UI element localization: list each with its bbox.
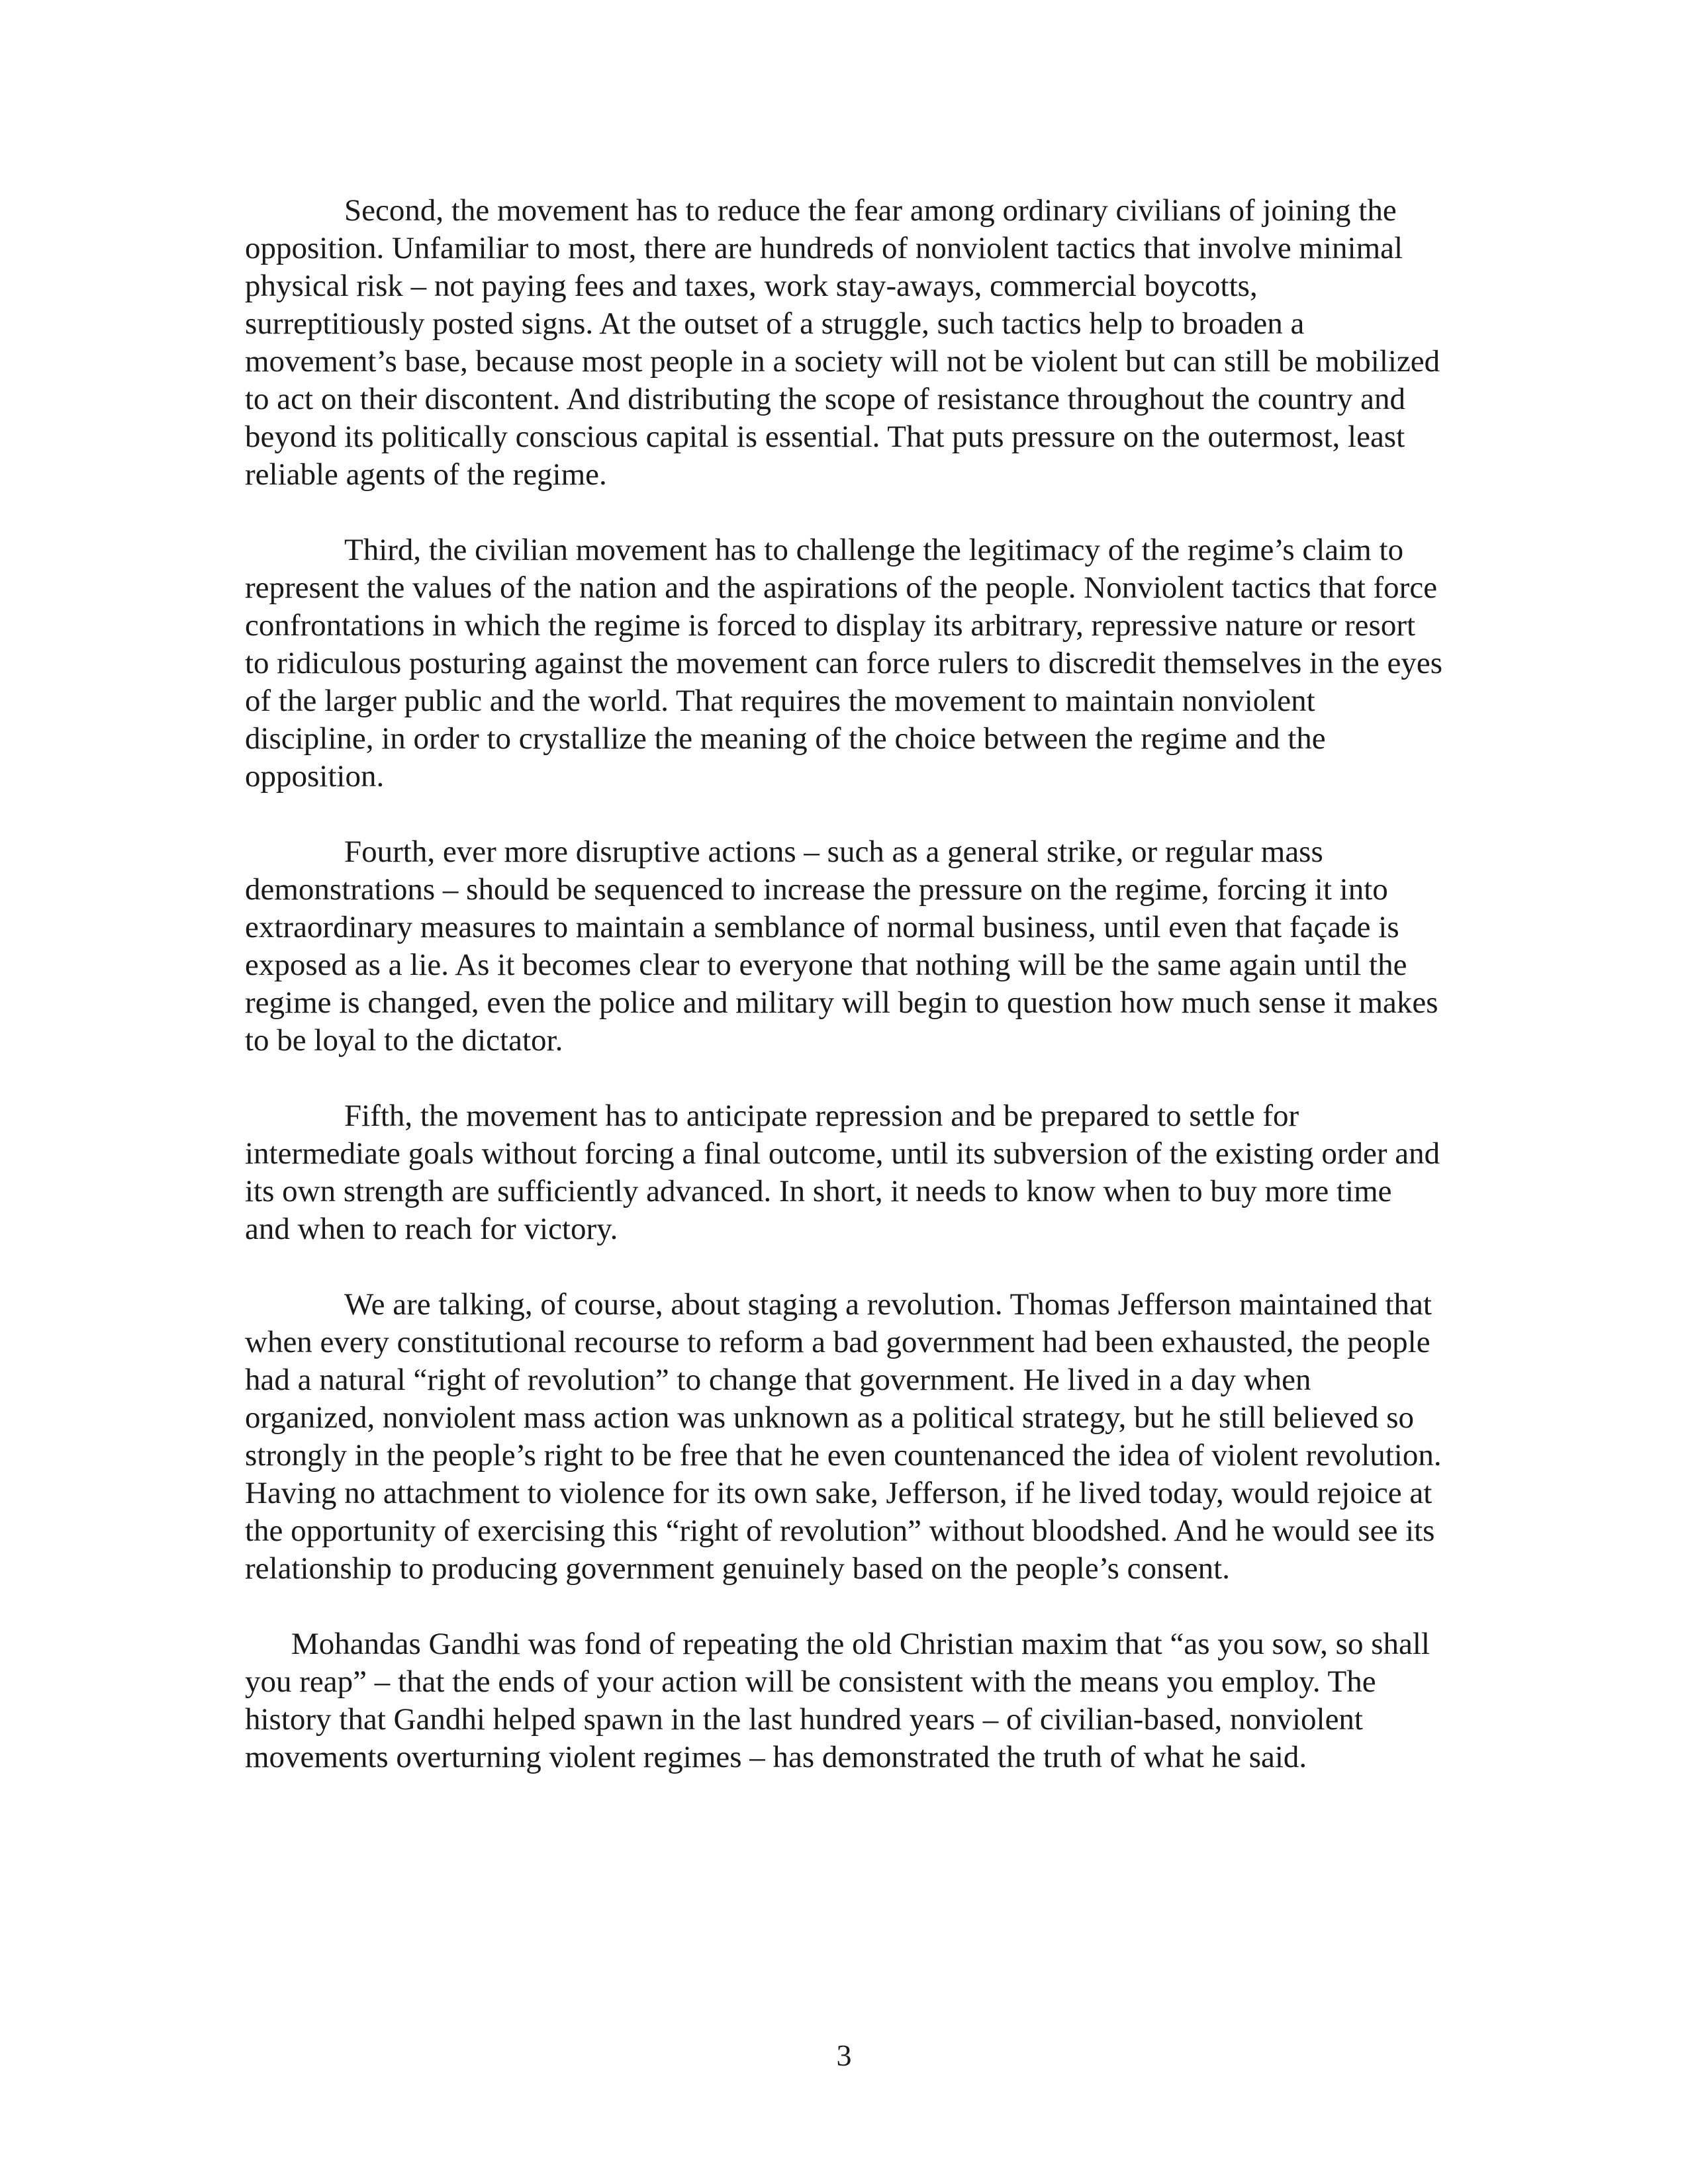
paragraph-second: Second, the movement has to reduce the fear among ordinary civilians of joining the opposition. Unfamiliar to most, there are hundreds of nonviolent tactics that involve minimal physical risk – not paying fees and taxes, work stay-aways, commercial boycotts, surreptitiously posted signs. At the outset of a struggle, such tactics help to broaden a movement’s base, because most people in a society will not be violent but can still be mobilized to act on their discontent. And distributing the scope of resistance throughout the country and beyond its politically conscious capital is essential. That puts pressure on the outermost, least reliable agents of the regime. (245, 193, 1440, 492)
paragraph-gandhi: Mohandas Gandhi was fond of repeating the old Christian maxim that “as you sow, so shall you reap” – that the ends of your action will be consistent with the means you employ. The history that Gandhi helped spawn in the last hundred years – of civilian-based, nonviolent movements overturning violent regimes – has demonstrated the truth of what he said. (245, 1627, 1430, 1774)
paragraph-jefferson: We are talking, of course, about staging a revolution. Thomas Jefferson maintained that when every constitutional recourse to reform a bad government had been exhausted, the people had a natural “right of revolution” to change that government. He lived in a day when organized, nonviolent mass action was unknown as a political strategy, but he still believed so strongly in the people’s right to be free that he even countenanced the idea of violent revolution. Having no attachment to violence for its own sake, Jefferson, if he lived today, would rejoice at the opportunity of exercising this “right of revolution” without bloodshed. And he would see its relationship to producing government genuinely based on the people’s consent. (245, 1287, 1442, 1586)
paragraph-third: Third, the civilian movement has to challenge the legitimacy of the regime’s claim to represent the values of the nation and the aspirations of the people. Nonviolent tactics that force confrontations in which the regime is forced to display its arbitrary, repressive nature or resort to ridiculous posturing against the movement can force rulers to discredit themselves in the eyes of the larger public and the world. That requires the movement to maintain nonviolent discipline, in order to crystallize the meaning of the choice between the regime and the opposition. (245, 533, 1443, 794)
page-number: 3 (836, 2038, 852, 2072)
paragraph-fifth: Fifth, the movement has to anticipate repression and be prepared to settle for intermediate goals without forcing a final outcome, until its subversion of the existing order and its own strength are sufficiently advanced. In short, it needs to know when to buy more time and when to reach for victory. (245, 1099, 1440, 1246)
paragraph-fourth: Fourth, ever more disruptive actions – such as a general strike, or regular mass demonstrations – should be sequenced to increase the pressure on the regime, forcing it into extraordinary measures to maintain a semblance of normal business, until even that façade is exposed as a lie. As it becomes clear to everyone that nothing will be the same again until the regime is changed, even the police and military will begin to question how much sense it makes to be loyal to the dictator. (245, 835, 1438, 1058)
body-text (245, 192, 1444, 1776)
